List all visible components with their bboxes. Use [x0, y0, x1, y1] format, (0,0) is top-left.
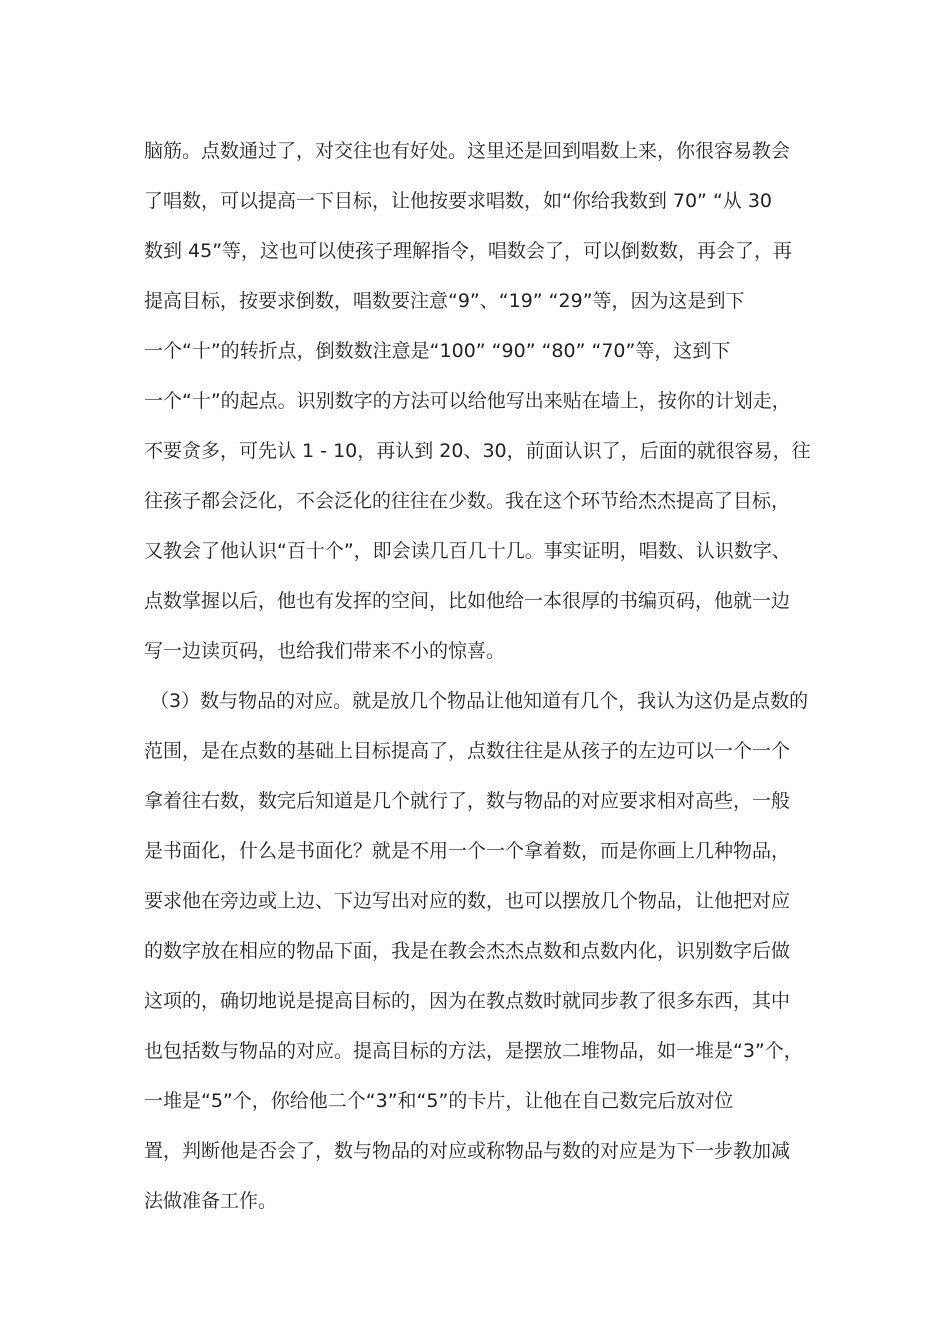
section-heading-line: （3）数与物品的对应。就是放几个物品让他知道有几个，我认为这仍是点数的	[150, 690, 809, 712]
paragraph-line: 拿着往右数，数完后知道是几个就行了，数与物品的对应要求相对高些，一般	[144, 790, 791, 812]
paragraph-line: 置，判断他是否会了，数与物品的对应或称物品与数的对应是为下一步教加减	[144, 1140, 791, 1162]
paragraph-line: 这项的，确切地说是提高目标的，因为在教点数时就同步教了很多东西，其中	[144, 990, 791, 1012]
paragraph-line: 不要贪多，可先认 1 - 10，再认到 20、30，前面认识了，后面的就很容易，往	[144, 440, 811, 462]
paragraph-line: 的数字放在相应的物品下面，我是在教会杰杰点数和点数内化，识别数字后做	[144, 940, 791, 962]
paragraph-line: 写一边读页码，也给我们带来不小的惊喜。	[144, 640, 506, 662]
paragraph-line: 范围，是在点数的基础上目标提高了，点数往往是从孩子的左边可以一个一个	[144, 740, 791, 762]
paragraph-line: 脑筋。点数通过了，对交往也有好处。这里还是回到唱数上来，你很容易教会	[144, 140, 791, 162]
paragraph-line: 是书面化，什么是书面化？就是不用一个一个拿着数，而是你画上几种物品，	[144, 840, 791, 862]
paragraph-line: 一堆是“5”个，你给他二个“3”和“5”的卡片，让他在自己数完后放对位	[144, 1090, 734, 1112]
paragraph-line: 要求他在旁边或上边、下边写出对应的数，也可以摆放几个物品，让他把对应	[144, 890, 791, 912]
paragraph-line: 一个“十”的起点。识别数字的方法可以给他写出来贴在墙上，按你的计划走，	[144, 390, 791, 412]
paragraph-line: 又教会了他认识“百十个”，即会读几百几十几。事实证明，唱数、认识数字、	[144, 540, 791, 562]
paragraph-line: 往孩子都会泛化，不会泛化的往往在少数。我在这个环节给杰杰提高了目标，	[144, 490, 791, 512]
paragraph-line: 一个“十”的转折点，倒数数注意是“100” “90” “80” “70”等，这到下	[144, 340, 731, 362]
paragraph-line: 提高目标，按要求倒数，唱数要注意“9”、“19” “29”等，因为这是到下	[144, 290, 745, 312]
paragraph-line: 点数掌握以后，他也有发挥的空间，比如他给一本很厚的书编页码，他就一边	[144, 590, 791, 612]
paragraph-line: 数到 45”等，这也可以使孩子理解指令，唱数会了，可以倒数数，再会了，再	[144, 240, 793, 262]
document-body	[144, 131, 824, 1231]
paragraph-line: 法做准备工作。	[144, 1190, 278, 1212]
paragraph-line: 了唱数，可以提高一下目标，让他按要求唱数，如“你给我数到 70” “从 30	[144, 190, 773, 212]
paragraph-line: 也包括数与物品的对应。提高目标的方法，是摆放二堆物品，如一堆是“3”个，	[144, 1040, 803, 1062]
